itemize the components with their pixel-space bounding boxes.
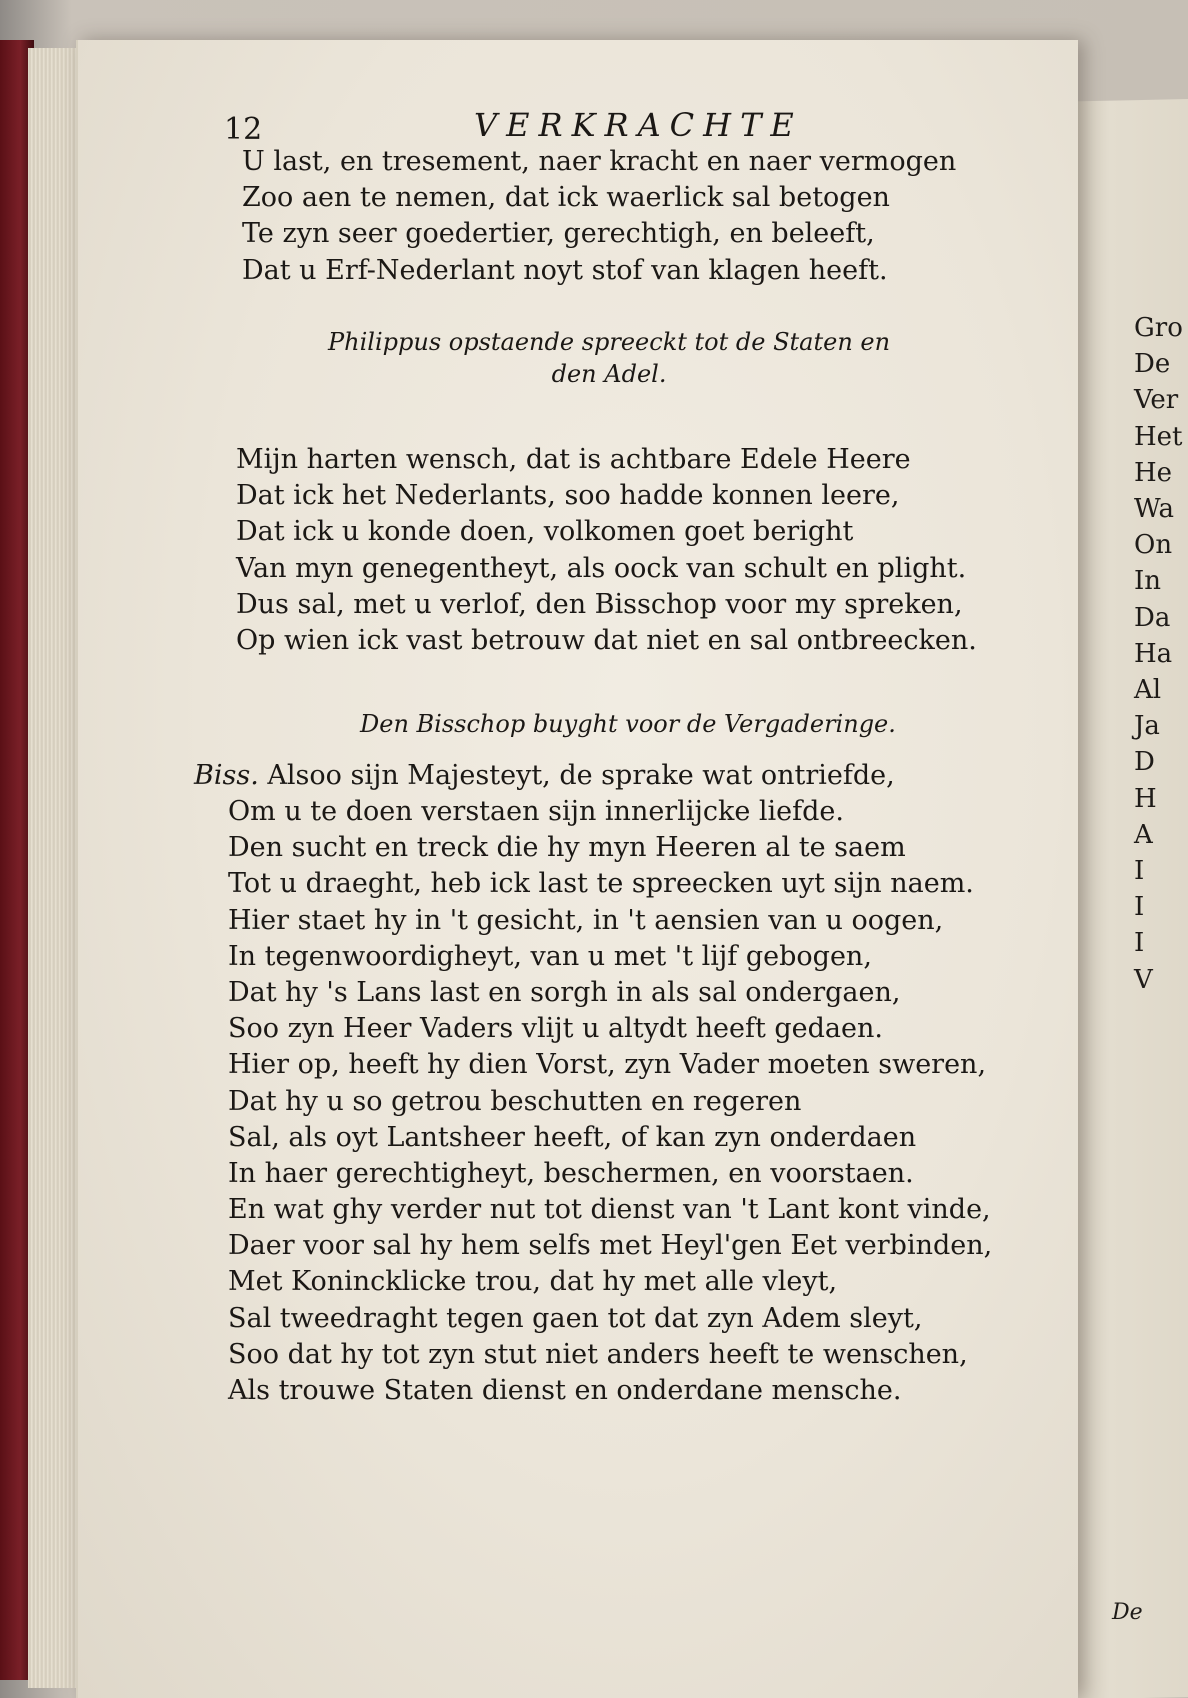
running-title: VERKRACHTE [474, 106, 803, 144]
verse-block-top [242, 144, 956, 289]
facing-line-fragment: Het [1134, 421, 1183, 452]
verse-line: Om u te doen verstaen sijn innerlijcke liefde. [228, 796, 844, 827]
verse-line: Soo zyn Heer Vaders vlijt u altydt heeft gedaen. [228, 1013, 883, 1045]
speech-verse-block [228, 794, 992, 1409]
verse-line: Den sucht en treck die hy myn Heeren al te saem [228, 832, 906, 864]
verse-line: Met Konincklicke trou, dat hy met alle vleyt, [228, 1266, 838, 1298]
verse-line: Hier staet hy in 't gesicht, in 't aensien van u oogen, [228, 904, 944, 936]
stage-direction-line: Philippus opstaende spreeckt tot de Staten en [328, 328, 891, 356]
verse-block-middle [236, 442, 977, 659]
facing-line-fragment: Ver [1134, 385, 1179, 416]
facing-line-fragment: Al [1134, 675, 1162, 706]
facing-page-text [1134, 310, 1183, 998]
verse-line: Hier op, heeft hy dien Vorst, zyn Vader moeten sweren, [228, 1049, 987, 1081]
verse-line: U last, en tresement, naer kracht en naer vermogen [242, 146, 957, 177]
facing-line-fragment: Da [1134, 602, 1171, 633]
page-text [78, 40, 1078, 1698]
facing-line-fragment: I [1134, 892, 1145, 923]
verse-line: Dat hy u so getrou beschutten en regeren [228, 1085, 802, 1117]
verse-line: Sal, als oyt Lantsheer heeft, of kan zyn onderdaen [228, 1121, 917, 1153]
verse-line: Dat ick het Nederlants, soo hadde konnen leere, [236, 480, 900, 512]
facing-line-fragment: A [1134, 819, 1153, 850]
verse-line: Dat u Erf-Nederlant noyt stof van klagen heeft. [242, 254, 888, 286]
page-number: 12 [224, 112, 263, 147]
facing-line-fragment: Wa [1134, 494, 1174, 525]
facing-line-fragment: H [1134, 783, 1157, 814]
verse-line: Dus sal, met u verlof, den Bisschop voor my spreken, [236, 588, 963, 620]
facing-line-fragment: He [1134, 457, 1173, 488]
stage-direction-line: den Adel. [551, 360, 667, 388]
verse-line: In tegenwoordigheyt, van u met 't lijf gebogen, [228, 940, 872, 972]
verse-line: Mijn harten wensch, dat is achtbare Edele Heere [236, 444, 911, 475]
verse-line: Daer voor sal hy hem selfs met Heyl'gen Eet verbinden, [228, 1230, 993, 1262]
verse-line: Tot u draeght, heb ick last te spreecken uyt sijn naem. [228, 868, 974, 900]
facing-line-fragment: Ha [1134, 638, 1173, 669]
stage-direction-philippus [328, 326, 890, 390]
facing-line-fragment: In [1134, 566, 1162, 597]
verse-line: Dat ick u konde doen, volkomen goet beright [236, 516, 854, 548]
speaker-label: Biss. [194, 760, 259, 791]
facing-page-catchword: De [1112, 1600, 1143, 1625]
verse-line: Alsoo sijn Majesteyt, de sprake wat ontriefde, [267, 760, 895, 791]
verse-line: Zoo aen te nemen, dat ick waerlick sal betogen [242, 182, 890, 214]
facing-line-fragment: I [1134, 856, 1145, 887]
facing-line-fragment: On [1134, 530, 1173, 561]
verse-line: Sal tweedraght tegen gaen tot dat zyn Adem sleyt, [228, 1302, 923, 1334]
book-page [76, 40, 1078, 1698]
speech-first-line [194, 758, 895, 794]
verse-line: Soo dat hy tot zyn stut niet anders heeft te wenschen, [228, 1338, 968, 1370]
verse-line: Als trouwe Staten dienst en onderdane mensche. [228, 1375, 902, 1406]
verse-line: Dat hy 's Lans last en sorgh in als sal ondergaen, [228, 976, 901, 1008]
facing-line-fragment: V [1134, 964, 1153, 995]
facing-line-fragment: Ja [1134, 711, 1160, 742]
facing-line-fragment: De [1134, 349, 1171, 380]
verse-line: Van myn genegentheyt, als oock van schult en plight. [236, 552, 967, 584]
stage-direction-bisschop: Den Bisschop buyght voor de Vergaderinge. [360, 710, 896, 738]
verse-line: In haer gerechtigheyt, beschermen, en voorstaen. [228, 1157, 914, 1189]
verse-line: Op wien ick vast betrouw dat niet en sal ontbreecken. [236, 624, 977, 656]
facing-line-fragment: Gro [1134, 313, 1183, 343]
facing-line-fragment: I [1134, 928, 1145, 959]
verse-line: En wat ghy verder nut tot dienst van 't Lant kont vinde, [228, 1194, 991, 1226]
facing-line-fragment: D [1134, 747, 1155, 778]
verse-line: Te zyn seer goedertier, gerechtigh, en beleeft, [242, 218, 875, 250]
